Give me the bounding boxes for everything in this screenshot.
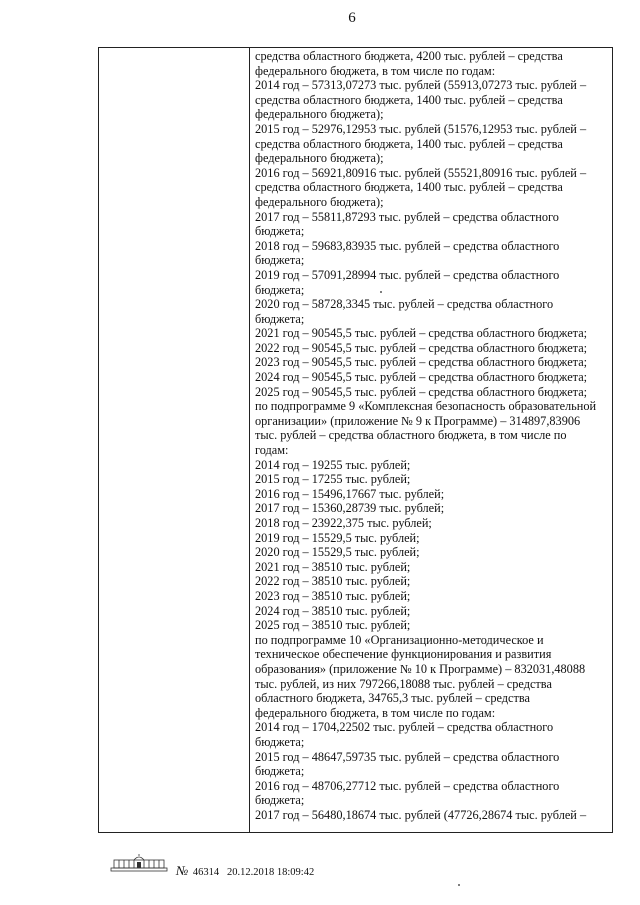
text-line: 2015 год – 52976,12953 тыс. рублей (51576,12953 тыс. рублей – [255,121,587,136]
text-line: 2014 год – 19255 тыс. рублей; [255,457,411,472]
text-line: средства областного бюджета, 1400 тыс. рублей – средства [255,180,563,195]
text-line: по подпрограмме 10 «Организационно-методическое и [255,632,544,647]
document-number: 46314 [192,867,220,878]
text-line: тыс. рублей, из них 797266,18088 тыс. рублей – средства [255,676,552,691]
text-line: 2015 год – 17255 тыс. рублей; [255,472,411,487]
text-line: тыс. рублей – средства областного бюджета, в том числе по [255,428,567,443]
text-line: бюджета; [255,282,305,297]
table-column-divider [249,48,250,832]
scan-speck [458,884,460,886]
text-line: бюджета; [255,224,305,239]
registration-stamp [176,863,314,879]
number-sign: № [176,863,189,878]
table-right-cell [255,49,607,822]
text-line: организации» (приложение № 9 к Программе) – 314897,83906 [255,413,581,428]
text-line: 2018 год – 23922,375 тыс. рублей; [255,516,432,530]
text-line: годам: [255,443,289,458]
text-line: 2016 год – 48706,27712 тыс. рублей – средства областного [255,778,560,793]
text-line: по подпрограмме 9 «Комплексная безопасность образовательной [255,399,597,414]
text-line: федерального бюджета); [255,151,384,166]
document-table [98,47,613,833]
text-line: 2023 год – 90545,5 тыс. рублей – средства областного бюджета; [255,355,588,370]
text-line: 2016 год – 15496,17667 тыс. рублей; [255,486,445,501]
text-line: техническое обеспечение функционирования и развития [255,647,552,662]
text-line: 2022 год – 38510 тыс. рублей; [255,574,411,589]
text-line: 2016 год – 56921,80916 тыс. рублей (55521,80916 тыс. рублей – [255,165,587,180]
text-line: средства областного бюджета, 1400 тыс. рублей – средства [255,136,563,151]
registration-datetime: 20.12.2018 18:09:42 [227,867,315,878]
text-line: 2024 год – 38510 тыс. рублей; [255,603,411,618]
text-line: 2021 год – 90545,5 тыс. рублей – средства областного бюджета; [255,326,588,341]
text-line: 2025 год – 38510 тыс. рублей; [255,618,411,633]
text-line: 2017 год – 56480,18674 тыс. рублей (47726,28674 тыс. рублей – [255,807,587,822]
building-logo-icon [110,853,168,873]
text-line: 2020 год – 58728,3345 тыс. рублей – средства областного [255,297,554,312]
text-line: 2025 год – 90545,5 тыс. рублей – средства областного бюджета; [255,384,588,399]
text-line: 2015 год – 48647,59735 тыс. рублей – средства областного [255,749,560,764]
text-line: 2020 год – 15529,5 тыс. рублей; [255,545,420,560]
text-line: 2014 год – 1704,22502 тыс. рублей – средства областного [255,720,554,735]
text-line: 2022 год – 90545,5 тыс. рублей – средства областного бюджета; [255,340,588,355]
text-line: областного бюджета, 34765,3 тыс. рублей – средства [255,691,530,706]
text-line: бюджета; [255,764,305,779]
text-line: бюджета; [255,734,305,749]
text-line: федерального бюджета); [255,194,384,209]
page-number: 6 [348,10,356,26]
text-line: бюджета; [255,793,305,808]
text-line: федерального бюджета, в том числе по годам: [255,63,496,78]
text-line: средства областного бюджета, 1400 тыс. рублей – средства [255,92,563,107]
text-line: образования» (приложение № 10 к Программе) – 832031,48088 [255,661,586,676]
text-line: 2019 год – 15529,5 тыс. рублей; [255,530,420,545]
text-line: 2024 год – 90545,5 тыс. рублей – средства областного бюджета; [255,370,588,385]
text-line: 2014 год – 57313,07273 тыс. рублей (55913,07273 тыс. рублей – [255,78,587,93]
text-line: федерального бюджета); [255,107,384,122]
document-footer [110,853,410,883]
scan-speck [380,291,382,293]
text-line: 2017 год – 15360,28739 тыс. рублей; [255,501,445,516]
text-line: 2021 год – 38510 тыс. рублей; [255,559,411,574]
text-line: федерального бюджета, в том числе по годам: [255,705,496,720]
text-line: бюджета; [255,311,305,326]
text-line: 2019 год – 57091,28994 тыс. рублей – средства областного [255,267,560,282]
text-line: 2018 год – 59683,83935 тыс. рублей – средства областного [255,238,560,253]
text-line: 2023 год – 38510 тыс. рублей; [255,588,411,603]
text-line: бюджета; [255,253,305,268]
text-line: 2017 год – 55811,87293 тыс. рублей – средства областного [255,209,559,224]
text-line: средства областного бюджета, 4200 тыс. рублей – средства [255,49,563,63]
